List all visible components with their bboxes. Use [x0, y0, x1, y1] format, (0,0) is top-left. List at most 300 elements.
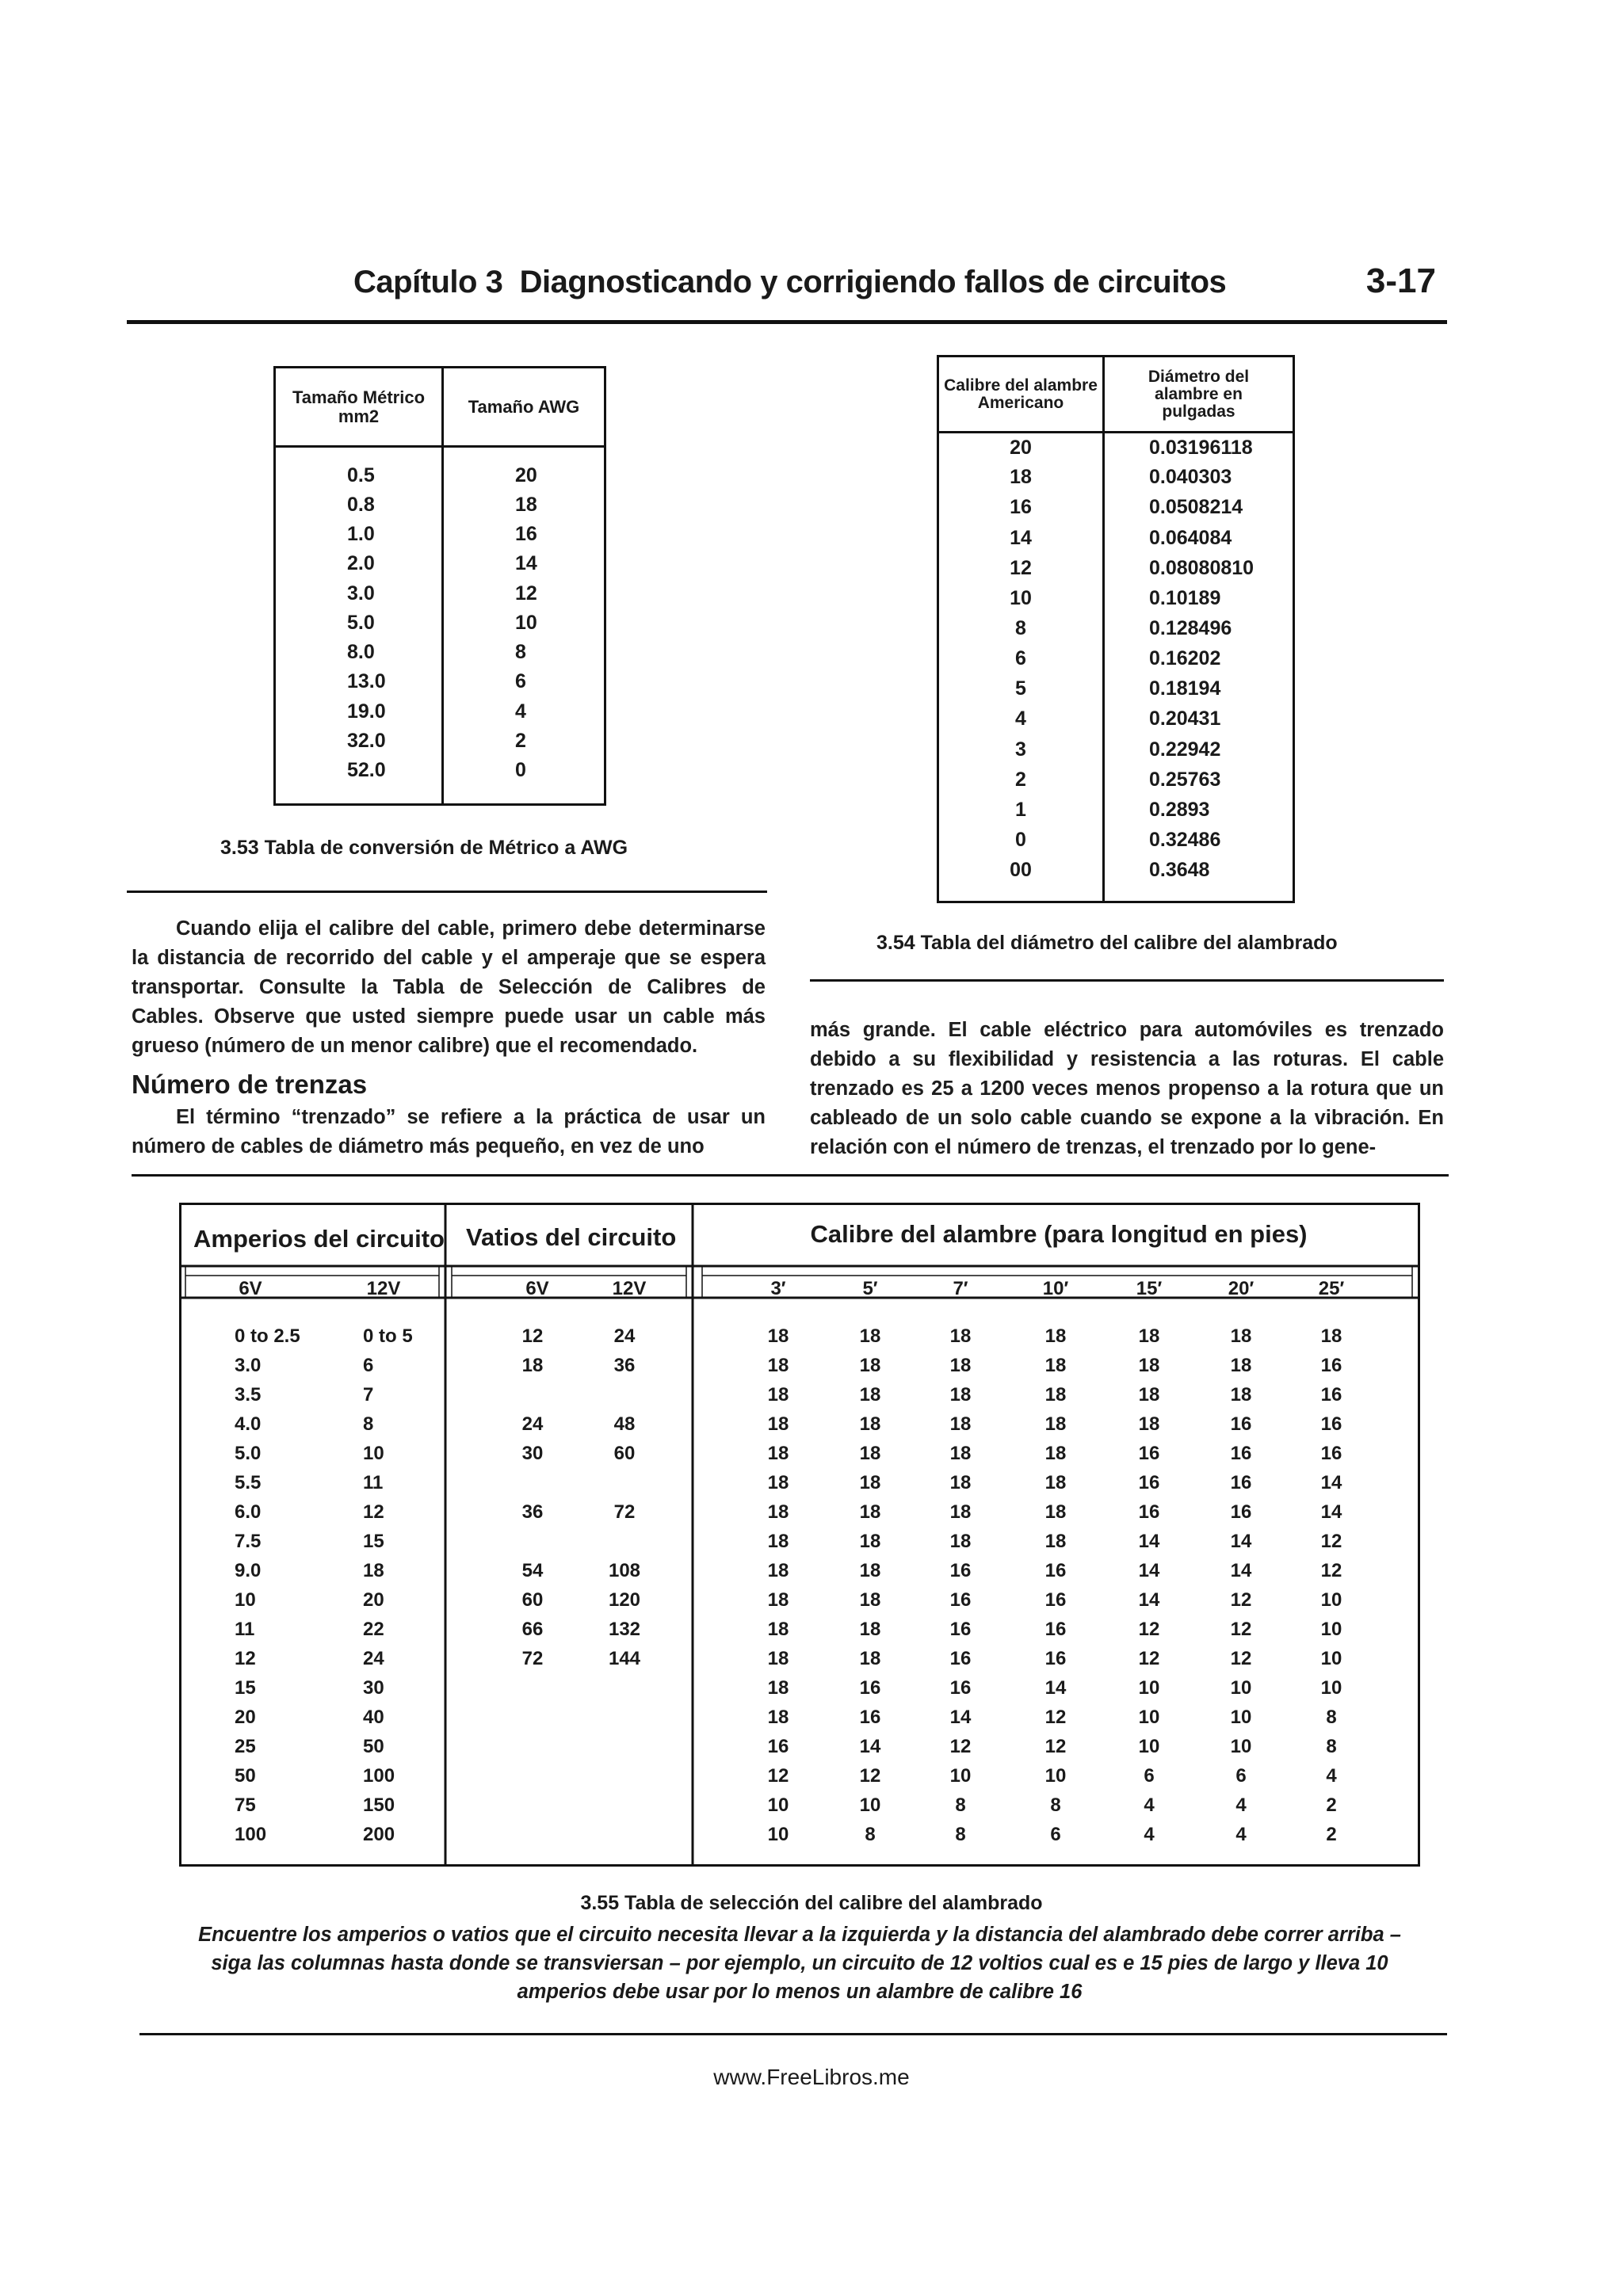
table-cell: 18 [949, 1443, 972, 1464]
american-gauge-cell: 10 [938, 583, 1104, 613]
caption-3-53: 3.53 Tabla de conversión de Métrico a AWG [220, 837, 628, 859]
american-gauge-cell: 20 [938, 433, 1104, 463]
table-note: Encuentre los amperios o vatios que el circuito necesita llevar a la izquierda y la distancia del alambrado debe correr arriba – siga las columnas hasta donde se transviersan – por ejemplo, un circuito de 12 voltios cual es e 15 pies de largo y lleva 10 amperios debe usar por lo menos un alambre de calibre 16 [198, 1924, 1401, 2003]
table-cell: 12 [859, 1765, 881, 1787]
table-cell: 18 [949, 1325, 972, 1347]
rule-bottom [139, 2033, 1447, 2035]
table-cell: 12 [767, 1765, 789, 1787]
table-row [938, 795, 1294, 825]
table-cell: 14 [1138, 1560, 1160, 1581]
table-cell: 12 [1138, 1619, 1160, 1640]
table-metric-awg [273, 366, 606, 806]
table-cell: 14 [949, 1707, 972, 1728]
diameter-cell: 0.0508214 [1149, 496, 1243, 519]
table-cell: 10 [1230, 1736, 1252, 1757]
table-cell: 14 [859, 1736, 881, 1757]
table-cell: 10 [363, 1443, 384, 1464]
table-cell: 16 [1230, 1501, 1252, 1523]
caption-3-54: 3.54 Tabla del diámetro del calibre del alambrado [876, 932, 1338, 954]
table-cell: 16 [1230, 1443, 1252, 1464]
table-cell: 14 [1044, 1677, 1067, 1699]
table-cell: 20 [235, 1707, 256, 1728]
table-row [938, 674, 1294, 704]
diameter-cell: 0.10189 [1149, 586, 1221, 609]
table-cell: 16 [859, 1707, 881, 1728]
table-cell: 18 [949, 1501, 972, 1523]
table-cell: 16 [1138, 1472, 1160, 1493]
table-row [938, 433, 1294, 463]
table-cell: 16 [1320, 1355, 1342, 1376]
table-cell: 18 [767, 1648, 789, 1669]
table-row [938, 644, 1294, 674]
table-cell: 18 [767, 1501, 789, 1523]
table-cell: 18 [767, 1384, 789, 1405]
american-gauge-cell: 4 [938, 704, 1104, 734]
header-metric-size: Tamaño Métrico mm2 [275, 368, 443, 447]
table-row [938, 553, 1294, 583]
table-cell: 18 [1138, 1325, 1160, 1347]
table-cell: 12 [1230, 1648, 1252, 1669]
diameter-cell: 0.128496 [1149, 617, 1232, 640]
awg-size-cell: 2 [515, 729, 526, 752]
awg-size-cell: 14 [515, 552, 537, 575]
table-cell: 36 [613, 1355, 636, 1376]
diameter-cell: 0.3648 [1149, 859, 1210, 882]
table-row [275, 520, 605, 549]
table-cell: 18 [859, 1619, 881, 1640]
table-cell: 72 [613, 1501, 636, 1523]
table-cell: 16 [1320, 1413, 1342, 1435]
american-gauge-cell: 0 [938, 826, 1104, 856]
table-cell: 72 [521, 1648, 544, 1669]
table-cell: 10 [859, 1794, 881, 1816]
table-cell: 4 [1235, 1794, 1247, 1816]
table-cell: 12 [1044, 1707, 1067, 1728]
table-row [938, 493, 1294, 523]
table-cell: 18 [859, 1531, 881, 1552]
table-row [938, 826, 1294, 856]
table-cell: 16 [1044, 1619, 1067, 1640]
subheader-cell: 6V [239, 1278, 262, 1299]
metric-size-cell: 19.0 [275, 696, 443, 726]
table-cell: 18 [767, 1677, 789, 1699]
awg-size-cell: 10 [515, 611, 537, 634]
diameter-cell: 0.03196118 [1149, 436, 1253, 459]
table-cell: 14 [1138, 1531, 1160, 1552]
american-gauge-cell: 6 [938, 644, 1104, 674]
table-row [938, 613, 1294, 643]
table-cell: 3.0 [235, 1355, 262, 1376]
table-cell: 16 [1230, 1413, 1252, 1435]
diameter-cell: 0.08080810 [1149, 556, 1254, 579]
diameter-cell: 0.064084 [1149, 526, 1232, 549]
table-cell: 12 [949, 1736, 972, 1757]
table-cell: 25 [235, 1736, 256, 1757]
table-cell: 30 [363, 1677, 384, 1699]
table-cell: 18 [859, 1384, 881, 1405]
table-cell: 16 [1044, 1560, 1067, 1581]
awg-size-cell: 16 [515, 523, 537, 546]
table-cell: 18 [1138, 1355, 1160, 1376]
table-wire-selection [179, 1203, 1420, 1867]
table-cell: 10 [1044, 1765, 1067, 1787]
caption-3-55: 3.55 Tabla de selección del calibre del alambrado [580, 1892, 1043, 1914]
subheader-cell: 12V [612, 1278, 647, 1299]
table-cell: 16 [949, 1619, 972, 1640]
metric-size-cell: 32.0 [275, 727, 443, 756]
table-cell: 48 [613, 1413, 636, 1435]
american-gauge-cell: 18 [938, 463, 1104, 493]
table-cell: 16 [1320, 1384, 1342, 1405]
table-cell: 16 [1230, 1472, 1252, 1493]
table-cell: 54 [521, 1560, 544, 1581]
table-cell: 2 [1326, 1824, 1337, 1845]
table-cell: 16 [767, 1736, 789, 1757]
table-row [275, 638, 605, 667]
table-cell: 10 [1230, 1677, 1252, 1699]
table-cell: 18 [859, 1472, 881, 1493]
table-cell: 18 [767, 1443, 789, 1464]
table-cell: 14 [1320, 1472, 1342, 1493]
american-gauge-cell: 5 [938, 674, 1104, 704]
table-cell: 0 to 5 [363, 1325, 413, 1347]
subheader-cell: 10′ [1042, 1278, 1069, 1299]
table-row [275, 756, 605, 785]
subheader-cell: 7′ [953, 1278, 968, 1299]
table-cell: 18 [521, 1355, 544, 1376]
table-cell: 10 [1138, 1677, 1160, 1699]
table-row [275, 608, 605, 638]
body-paragraph-right [810, 1016, 1444, 1162]
table-row [275, 667, 605, 696]
table-cell: 50 [235, 1765, 256, 1787]
table-cell: 150 [363, 1794, 395, 1816]
header-american-gauge: Calibre del alambre Americano [938, 357, 1104, 433]
american-gauge-cell: 12 [938, 553, 1104, 583]
table-cell: 18 [949, 1472, 972, 1493]
awg-size-cell: 18 [515, 493, 537, 516]
table-cell: 18 [1230, 1325, 1252, 1347]
section-heading: Número de trenzas [132, 1070, 368, 1099]
table-cell: 18 [859, 1325, 881, 1347]
table-cell: 10 [1230, 1707, 1252, 1728]
table-cell: 40 [363, 1707, 384, 1728]
table-cell: 10 [949, 1765, 972, 1787]
table-cell: 18 [1138, 1413, 1160, 1435]
table-cell: 4 [1144, 1824, 1155, 1845]
metric-size-cell: 8.0 [275, 638, 443, 667]
table-cell: 60 [613, 1443, 636, 1464]
table-cell: 16 [949, 1589, 972, 1611]
table-cell: 18 [363, 1560, 384, 1581]
table-cell: 12 [1320, 1560, 1342, 1581]
awg-size-cell: 4 [515, 700, 526, 723]
subheader-cell: 25′ [1318, 1278, 1345, 1299]
table-cell: 12 [521, 1325, 544, 1347]
table-cell: 18 [859, 1560, 881, 1581]
diameter-cell: 0.20431 [1149, 707, 1221, 730]
table-cell: 15 [235, 1677, 256, 1699]
subheader-cell: 20′ [1228, 1278, 1254, 1299]
table-cell: 11 [235, 1619, 255, 1640]
table-cell: 8 [1326, 1707, 1337, 1728]
table-cell: 6 [363, 1355, 374, 1376]
table-cell: 18 [767, 1560, 789, 1581]
table-cell: 18 [1230, 1384, 1252, 1405]
table-cell: 16 [949, 1560, 972, 1581]
table-row [938, 765, 1294, 795]
table-cell: 18 [859, 1443, 881, 1464]
metric-size-cell: 5.0 [275, 608, 443, 638]
table-cell: 10 [1320, 1589, 1342, 1611]
table-cell: 10 [1320, 1648, 1342, 1669]
american-gauge-cell: 00 [938, 856, 1104, 886]
metric-size-cell: 52.0 [275, 756, 443, 785]
awg-size-cell: 20 [515, 463, 537, 486]
paragraph-cable-gauge: Cuando elija el calibre del cable, primero debe determinarse la distancia de recorrido del cable y el amperaje que se espera transportar. Consulte la Tabla de Selección de Calibres de Cables. Observe que usted siempre puede usar un cable más grueso (número de un menor calibre) que el recomendado. [132, 917, 766, 1057]
table-cell: 10 [1320, 1619, 1342, 1640]
chapter-header [353, 265, 1226, 300]
table-cell: 18 [859, 1355, 881, 1376]
table-gauge-diameter [937, 355, 1295, 903]
awg-size-cell: 8 [515, 641, 526, 664]
table-cell: 14 [1138, 1589, 1160, 1611]
table-cell: 10 [1138, 1707, 1160, 1728]
table-cell: 16 [1044, 1589, 1067, 1611]
table-cell: 16 [1320, 1443, 1342, 1464]
table-cell: 6 [1235, 1765, 1247, 1787]
body-paragraph-left-2 [132, 1103, 766, 1161]
table-cell: 108 [608, 1560, 641, 1581]
table-row [275, 549, 605, 578]
table-cell: 14 [1230, 1531, 1252, 1552]
american-gauge-cell: 3 [938, 734, 1104, 765]
table-cell: 18 [1044, 1472, 1067, 1493]
table-cell: 12 [1320, 1531, 1342, 1552]
table-cell: 18 [1044, 1413, 1067, 1435]
subheader-cell: 15′ [1136, 1278, 1163, 1299]
table-cell: 0 to 2.5 [235, 1325, 300, 1347]
table-cell: 8 [955, 1824, 966, 1845]
table-cell: 14 [1320, 1501, 1342, 1523]
table-cell: 16 [949, 1677, 972, 1699]
table-cell: 5.5 [235, 1472, 262, 1493]
header-wire-gauge: Calibre del alambre (para longitud en pies) [810, 1220, 1308, 1248]
table-cell: 8 [1050, 1794, 1061, 1816]
subheader-cell: 12V [366, 1278, 401, 1299]
table-row [275, 490, 605, 520]
table-row [938, 463, 1294, 493]
table-cell: 18 [1044, 1443, 1067, 1464]
table-cell: 18 [767, 1619, 789, 1640]
table-row [275, 461, 605, 490]
metric-size-cell: 13.0 [275, 667, 443, 696]
table-cell: 18 [1044, 1325, 1067, 1347]
table-cell: 18 [949, 1355, 972, 1376]
table-cell: 8 [1326, 1736, 1337, 1757]
table-cell: 18 [767, 1355, 789, 1376]
table-cell: 16 [949, 1648, 972, 1669]
table-cell: 12 [1230, 1619, 1252, 1640]
table-row [938, 704, 1294, 734]
table-cell: 18 [1138, 1384, 1160, 1405]
table-cell: 7.5 [235, 1531, 262, 1552]
table-cell: 144 [608, 1648, 641, 1669]
awg-size-cell: 12 [515, 582, 537, 605]
table-cell: 24 [521, 1413, 544, 1435]
rule-left-1 [127, 891, 767, 893]
table-row [938, 734, 1294, 765]
wire-selection-grid [179, 1203, 1420, 1867]
table-cell: 18 [767, 1325, 789, 1347]
subheader-cell: 3′ [770, 1278, 786, 1299]
table-cell: 18 [767, 1707, 789, 1728]
metric-size-cell: 1.0 [275, 520, 443, 549]
footer-url: www.FreeLibros.me [713, 2065, 910, 2089]
subheader-cell: 6V [525, 1278, 549, 1299]
table-cell: 30 [521, 1443, 544, 1464]
diameter-cell: 0.32486 [1149, 829, 1221, 852]
table-cell: 14 [1230, 1560, 1252, 1581]
table-cell: 10 [1320, 1677, 1342, 1699]
table-cell: 66 [521, 1619, 544, 1640]
table-cell: 4 [1235, 1824, 1247, 1845]
diameter-cell: 0.16202 [1149, 647, 1221, 670]
diameter-cell: 0.22942 [1149, 738, 1221, 761]
table-cell: 18 [767, 1589, 789, 1611]
table-cell: 8 [865, 1824, 876, 1845]
awg-size-cell: 0 [515, 759, 526, 782]
table-cell: 8 [363, 1413, 374, 1435]
table-cell: 18 [1230, 1355, 1252, 1376]
table-cell: 200 [363, 1824, 395, 1845]
table-cell: 18 [767, 1531, 789, 1552]
table-row [275, 579, 605, 608]
header-circuit-amps: Amperios del circuito [193, 1225, 445, 1253]
table-cell: 10 [767, 1824, 789, 1845]
table-cell: 6 [1050, 1824, 1061, 1845]
paragraph-stranding-cont: más grande. El cable eléctrico para automóviles es trenzado debido a su flexibilidad y resistencia a las roturas. El cable trenzado es 25 a 1200 veces menos propenso a la rotura que un cableado de un solo cable cuando se expone a la vibración. En relación con el número de trenzas, el trenzado por lo gene- [810, 1019, 1444, 1158]
american-gauge-cell: 2 [938, 765, 1104, 795]
table-cell: 18 [859, 1501, 881, 1523]
table-cell: 12 [1230, 1589, 1252, 1611]
table-cell: 16 [859, 1677, 881, 1699]
page-number: 3-17 [1365, 261, 1436, 300]
table-cell: 18 [1044, 1355, 1067, 1376]
table-cell: 100 [363, 1765, 395, 1787]
header-awg-size: Tamaño AWG [443, 368, 605, 447]
table-row [275, 696, 605, 726]
table-cell: 18 [859, 1589, 881, 1611]
table-cell: 10 [235, 1589, 256, 1611]
table-cell: 6 [1144, 1765, 1155, 1787]
table-cell: 16 [1044, 1648, 1067, 1669]
table-cell: 3.5 [235, 1384, 262, 1405]
table-cell: 12 [1138, 1648, 1160, 1669]
table-cell: 18 [949, 1384, 972, 1405]
table-cell: 9.0 [235, 1560, 262, 1581]
diameter-cell: 0.25763 [1149, 768, 1221, 791]
table-cell: 7 [363, 1384, 374, 1405]
american-gauge-cell: 8 [938, 613, 1104, 643]
table-row [938, 583, 1294, 613]
table-cell: 20 [363, 1589, 384, 1611]
table-cell: 18 [949, 1413, 972, 1435]
table-row [938, 523, 1294, 553]
table-cell: 11 [363, 1472, 384, 1493]
table-cell: 36 [521, 1501, 544, 1523]
metric-size-cell: 2.0 [275, 549, 443, 578]
metric-size-cell: 0.8 [275, 490, 443, 520]
table-cell: 132 [608, 1619, 641, 1640]
header-rule [127, 320, 1447, 324]
table-cell: 18 [1320, 1325, 1342, 1347]
table-cell: 18 [1044, 1501, 1067, 1523]
table-cell: 18 [767, 1472, 789, 1493]
table-cell: 18 [1044, 1384, 1067, 1405]
table-cell: 5.0 [235, 1443, 262, 1464]
american-gauge-cell: 16 [938, 493, 1104, 523]
metric-size-cell: 0.5 [275, 461, 443, 490]
awg-size-cell: 6 [515, 670, 526, 693]
table-cell: 4.0 [235, 1413, 262, 1435]
diameter-cell: 0.18194 [1149, 677, 1221, 700]
metric-size-cell: 3.0 [275, 579, 443, 608]
table-row [275, 727, 605, 756]
american-gauge-cell: 14 [938, 523, 1104, 553]
table-cell: 18 [767, 1413, 789, 1435]
table-cell: 18 [859, 1413, 881, 1435]
subheader-cell: 5′ [862, 1278, 878, 1299]
table-cell: 15 [363, 1531, 384, 1552]
table-cell: 24 [363, 1648, 384, 1669]
table-cell: 12 [363, 1501, 384, 1523]
body-paragraph-left [132, 914, 766, 1061]
header-diameter-inches: Diámetro del alambre en pulgadas [1104, 357, 1294, 433]
table-row [938, 856, 1294, 886]
diameter-cell: 0.040303 [1149, 466, 1232, 489]
table-cell: 50 [363, 1736, 384, 1757]
table-cell: 100 [235, 1824, 267, 1845]
table-cell: 24 [613, 1325, 636, 1347]
table-cell: 60 [521, 1589, 544, 1611]
table-cell: 6.0 [235, 1501, 262, 1523]
table-cell: 18 [859, 1648, 881, 1669]
american-gauge-cell: 1 [938, 795, 1104, 825]
table-cell: 22 [363, 1619, 384, 1640]
diameter-cell: 0.2893 [1149, 798, 1210, 821]
table-cell: 2 [1326, 1794, 1337, 1816]
table-cell: 8 [955, 1794, 966, 1816]
table-cell: 18 [949, 1531, 972, 1552]
table-cell: 16 [1138, 1501, 1160, 1523]
table-cell: 12 [235, 1648, 256, 1669]
chapter-title: Diagnosticando y corrigiendo fallos de circuitos [519, 265, 1227, 299]
table-cell: 18 [1044, 1531, 1067, 1552]
table-cell: 16 [1138, 1443, 1160, 1464]
table-cell: 4 [1144, 1794, 1155, 1816]
table-cell: 12 [1044, 1736, 1067, 1757]
table-cell: 4 [1326, 1765, 1337, 1787]
paragraph-stranding: El término “trenzado” se refiere a la práctica de usar un número de cables de diámetro más pequeño, en vez de uno [132, 1106, 766, 1158]
rule-mid [132, 1174, 1449, 1177]
table-cell: 10 [1138, 1736, 1160, 1757]
header-circuit-watts: Vatios del circuito [466, 1223, 677, 1251]
table-cell: 10 [767, 1794, 789, 1816]
chapter-label: Capítulo 3 [353, 265, 503, 299]
rule-right-1 [810, 979, 1444, 982]
table-cell: 120 [608, 1589, 641, 1611]
